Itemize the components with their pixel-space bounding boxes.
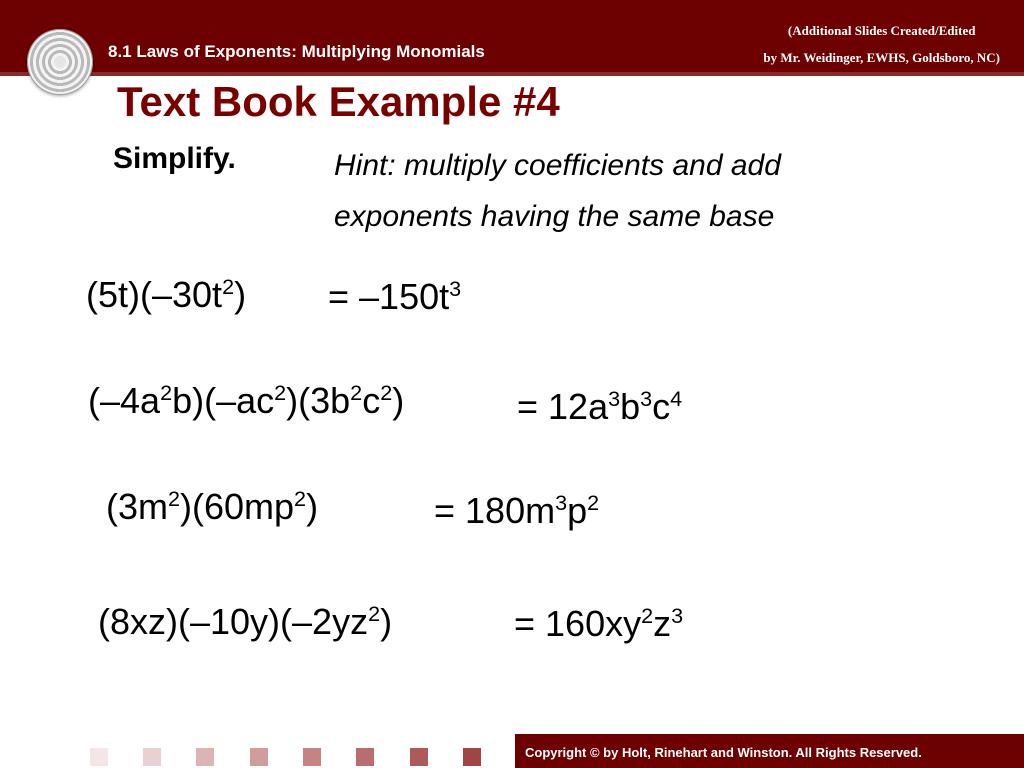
term-text: = 160xy bbox=[514, 603, 642, 644]
problem-2-answer bbox=[517, 386, 682, 428]
slide-title: Text Book Example #4 bbox=[117, 78, 560, 125]
instruction-label: Simplify. bbox=[113, 142, 236, 175]
exponent: 2 bbox=[380, 380, 393, 406]
exponent: 2 bbox=[350, 380, 363, 406]
exponent: 2 bbox=[168, 486, 181, 512]
term-text: )(3b bbox=[286, 380, 351, 421]
exponent: 3 bbox=[640, 386, 653, 412]
decorative-square bbox=[90, 748, 108, 766]
term-text: )(60mp bbox=[180, 486, 295, 527]
problem-4-expression bbox=[98, 601, 392, 643]
decorative-square bbox=[303, 748, 321, 766]
term-text: = 180m bbox=[434, 490, 556, 531]
problem-2-expression bbox=[88, 380, 404, 422]
term-text: ) bbox=[392, 380, 405, 421]
hint-text bbox=[334, 140, 974, 242]
term-text: ) bbox=[234, 274, 247, 315]
credit-text bbox=[763, 17, 1000, 71]
term-text: = 12a bbox=[517, 386, 609, 427]
term-text: z bbox=[653, 603, 672, 644]
exponent: 2 bbox=[641, 603, 654, 629]
term-text: p bbox=[567, 490, 588, 531]
copyright-text: Copyright © by Holt, Rinehart and Winston. All Rights Reserved. bbox=[525, 745, 922, 760]
section-title: 8.1 Laws of Exponents: Multiplying Monomials bbox=[108, 42, 485, 61]
exponent: 2 bbox=[274, 380, 287, 406]
hint-line-1: Hint: multiply coefficients and add bbox=[334, 149, 781, 182]
exponent: 4 bbox=[670, 386, 683, 412]
decorative-square bbox=[463, 748, 481, 766]
decorative-square bbox=[250, 748, 268, 766]
concentric-circles-logo-icon bbox=[27, 29, 93, 95]
problem-4-answer bbox=[514, 603, 683, 645]
term-text: b)(–ac bbox=[172, 380, 275, 421]
decorative-square bbox=[143, 748, 161, 766]
problem-3-answer bbox=[434, 490, 599, 532]
exponent: 2 bbox=[368, 601, 381, 627]
term-text: (8xz)(–10y)(–2yz bbox=[98, 601, 369, 642]
term-text: ) bbox=[380, 601, 393, 642]
logo-center bbox=[54, 56, 66, 68]
header-stripe bbox=[0, 72, 1024, 76]
exponent: 3 bbox=[608, 386, 621, 412]
term-text: b bbox=[620, 386, 641, 427]
credit-line-1: (Additional Slides Created/Edited bbox=[787, 23, 976, 38]
decorative-squares bbox=[90, 748, 510, 766]
exponent: 2 bbox=[294, 486, 307, 512]
decorative-square bbox=[410, 748, 428, 766]
term-text: (5t)(–30t bbox=[86, 274, 223, 315]
term-text: = –150t bbox=[328, 276, 450, 317]
problem-1-expression bbox=[86, 274, 246, 316]
term-text: (–4a bbox=[88, 380, 161, 421]
term-text: c bbox=[652, 386, 671, 427]
term-text: (3m bbox=[106, 486, 168, 527]
problem-1-answer bbox=[328, 276, 461, 318]
credit-line-2: by Mr. Weidinger, EWHS, Goldsboro, NC) bbox=[763, 50, 1000, 65]
exponent: 2 bbox=[160, 380, 173, 406]
exponent: 3 bbox=[671, 603, 684, 629]
exponent: 3 bbox=[449, 276, 462, 302]
problem-3-expression bbox=[106, 486, 318, 528]
exponent: 3 bbox=[555, 490, 568, 516]
exponent: 2 bbox=[222, 274, 235, 300]
decorative-square bbox=[356, 748, 374, 766]
term-text: c bbox=[362, 380, 381, 421]
exponent: 2 bbox=[587, 490, 600, 516]
hint-line-2: exponents having the same base bbox=[334, 200, 775, 233]
term-text: ) bbox=[306, 486, 319, 527]
decorative-square bbox=[196, 748, 214, 766]
